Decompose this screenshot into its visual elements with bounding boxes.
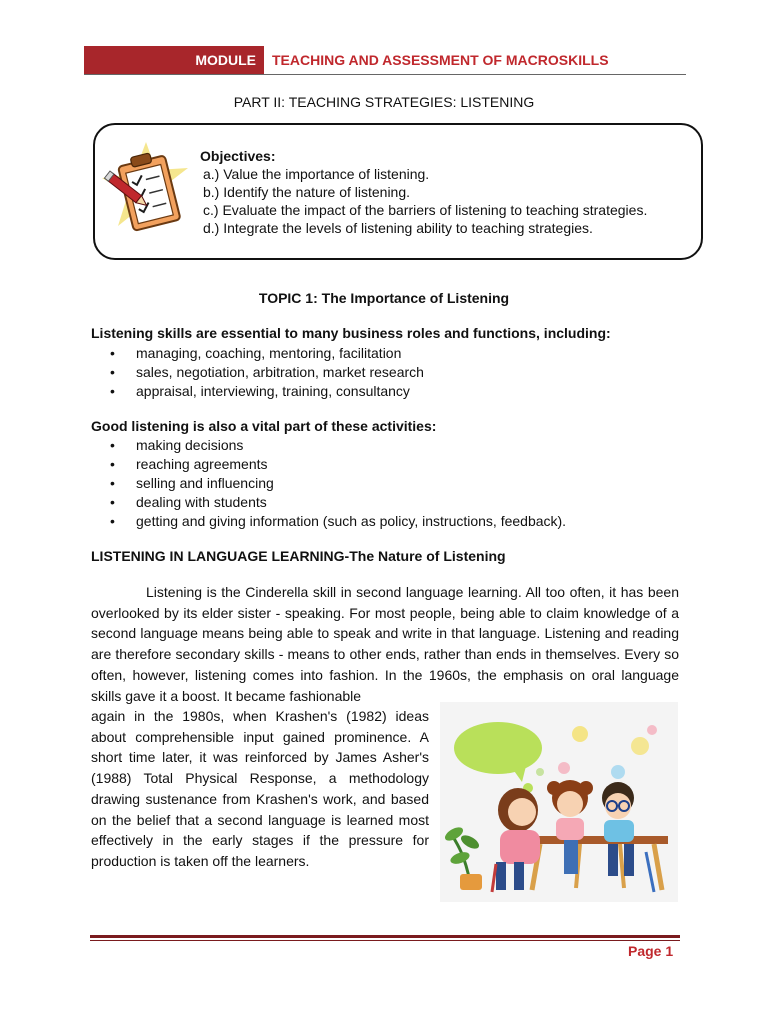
list-item: • making decisions [108, 436, 566, 455]
clipboard-checklist-icon [98, 140, 194, 246]
section1-list [108, 344, 424, 401]
module-label: MODULE [84, 46, 264, 74]
body-paragraph: Listening is the Cinderella skill in second language learning. All too often, it has been overlooked by its elder sister - speaking. For most people, being able to claim knowledge of a second language means being able to speak and write in that language. Listening and reading are therefore secondary skills - means to other ends, rather than ends in themselves. Every so often, however, listening comes into fashion. In the 1960s, the emphasis on oral language skills gave it a boost. It became fashionable [91, 584, 679, 704]
objective-item: b.) Identify the nature of listening. [203, 184, 411, 200]
module-title: TEACHING AND ASSESSMENT OF MACROSKILLS [272, 52, 609, 68]
list-item: • sales, negotiation, arbitration, market research [108, 363, 424, 382]
objectives-list [200, 147, 647, 237]
objective-item: d.) Integrate the levels of listening ability to teaching strategies. [203, 220, 593, 236]
list-item: • selling and influencing [108, 474, 566, 493]
page-number: Page 1 [628, 943, 674, 959]
footer-rule [90, 935, 680, 938]
section1-heading: Listening skills are essential to many business roles and functions, including: [91, 325, 611, 341]
list-item: • getting and giving information (such as policy, instructions, feedback). [108, 512, 566, 531]
list-item: • reaching agreements [108, 455, 566, 474]
section2-heading: Good listening is also a vital part of these activities: [91, 418, 437, 434]
list-item: • managing, coaching, mentoring, facilitation [108, 344, 424, 363]
header-rule [84, 74, 686, 75]
objective-item: c.) Evaluate the impact of the barriers of listening to teaching strategies. [203, 202, 648, 218]
children-at-table-illustration [440, 702, 678, 902]
body-paragraph-wrapped: again in the 1980s, when Krashen's (1982) ideas about comprehensible input gained prominence. A short time later, it was reinforced by James Asher's (1988) Total Physical Response, a methodology drawing sustenance from Krashen's work, and based on the belief that a second language is learned most effectively in the early stages if the pressure for production is taken off the learners. [91, 708, 429, 869]
part-title: PART II: TEACHING STRATEGIES: LISTENING [233, 94, 535, 110]
objectives-heading: Objectives: [200, 148, 276, 164]
section3-heading: LISTENING IN LANGUAGE LEARNING-The Nature of Listening [91, 548, 506, 564]
list-item: • appraisal, interviewing, training, consultancy [108, 382, 424, 401]
section2-list [108, 436, 566, 531]
objective-item: a.) Value the importance of listening. [203, 166, 430, 182]
footer-rule-thin [90, 940, 680, 941]
list-item: • dealing with students [108, 493, 566, 512]
topic-title: TOPIC 1: The Importance of Listening [258, 290, 510, 306]
